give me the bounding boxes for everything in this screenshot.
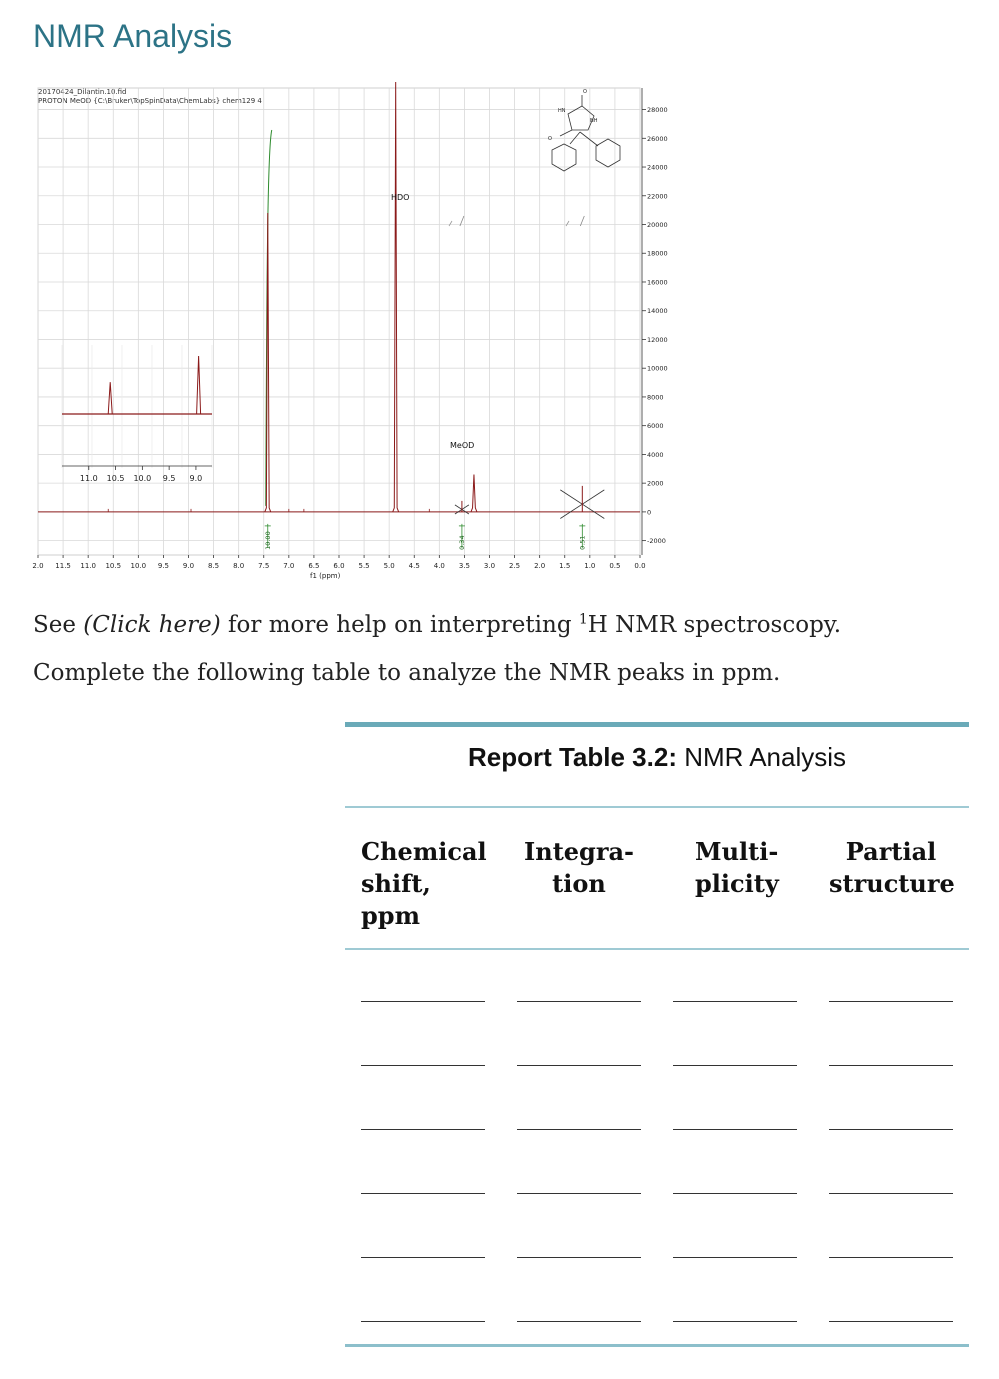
x-tick-label: 9.5 [157, 562, 169, 570]
spectrum-grid [38, 88, 640, 555]
integral-value: 10.00 [263, 531, 272, 550]
nmr-spectrum-figure [0, 0, 999, 600]
carbonyl-bond [560, 130, 572, 136]
answer-blank[interactable] [517, 1257, 641, 1258]
col-header-text: shift, [361, 869, 431, 898]
report-table [345, 720, 969, 1350]
col-header-integration [517, 836, 641, 900]
answer-blank[interactable] [361, 1321, 485, 1322]
inset-tick-label: 9.0 [189, 474, 203, 483]
col-header-text: Multi- [695, 837, 779, 866]
ring-bond [580, 132, 598, 146]
answer-blank[interactable] [361, 1065, 485, 1066]
inset-tick-label: 9.5 [162, 474, 176, 483]
answer-blank[interactable] [517, 1065, 641, 1066]
x-tick-label: 2.0 [534, 562, 546, 570]
x-tick-label: 2.0 [32, 562, 44, 570]
x-tick-label: 1.0 [584, 562, 596, 570]
col-header-text: tion [552, 869, 606, 898]
x-tick-label: 0.0 [634, 562, 646, 570]
inset-peak [108, 382, 112, 414]
answer-blank[interactable] [361, 1001, 485, 1002]
col-header-text: plicity [695, 869, 779, 898]
x-tick-label: 6.5 [308, 562, 320, 570]
y-tick-label: 16000 [647, 278, 668, 287]
answer-blank[interactable] [673, 1001, 797, 1002]
help-link[interactable]: (Click here) [83, 612, 221, 638]
structure-atom-label: NH [590, 118, 598, 124]
y-tick-label: 0 [647, 508, 652, 517]
x-tick-label: 1.5 [559, 562, 571, 570]
inset-tick-label: 10.5 [106, 474, 125, 483]
help-superscript: 1 [578, 611, 588, 628]
y-tick-label: 2000 [647, 479, 664, 488]
spectrum-header-params: PROTON MeOD {C:\Bruker\TopSpinData\ChemLabs} chem129 4 [38, 97, 262, 105]
y-tick-label: 8000 [647, 393, 664, 402]
y-tick-label: 6000 [647, 422, 664, 431]
answer-blank[interactable] [517, 1193, 641, 1194]
table-caption [345, 742, 969, 773]
annotation-mark [566, 221, 569, 226]
col-header-text: Integra- [524, 837, 634, 866]
x-tick-label: 7.5 [258, 562, 270, 570]
answer-blank[interactable] [361, 1129, 485, 1130]
table-header-rule [345, 948, 969, 950]
answer-blank[interactable] [673, 1129, 797, 1130]
x-tick-label: 8.0 [233, 562, 245, 570]
answer-blank[interactable] [673, 1257, 797, 1258]
integral-curves [264, 130, 587, 550]
x-tick-label: 4.0 [433, 562, 445, 570]
answer-blank[interactable] [673, 1193, 797, 1194]
inset-spectrum [62, 345, 212, 483]
answer-blank[interactable] [829, 1257, 953, 1258]
help-prefix: See [33, 612, 84, 638]
help-middle: for more help on interpreting [220, 612, 579, 638]
x-tick-label: 3.5 [458, 562, 470, 570]
x-tick-label: 11.5 [55, 562, 71, 570]
answer-blank[interactable] [517, 1129, 641, 1130]
y-tick-label: 12000 [647, 335, 668, 344]
table-caption-title: NMR Analysis [676, 742, 847, 772]
help-line [33, 612, 841, 638]
x-tick-label: 2.5 [509, 562, 521, 570]
y-tick-label: 14000 [647, 307, 668, 316]
peak-label-hdo: HDO [391, 193, 410, 202]
answer-blank[interactable] [361, 1193, 485, 1194]
x-tick-label: 10.5 [105, 562, 122, 570]
x-tick-label: 0.5 [609, 562, 621, 570]
y-tick-label: 26000 [647, 134, 668, 143]
instruction-line: Complete the following table to analyze the NMR peaks in ppm. [33, 660, 781, 686]
col-header-text: structure [829, 869, 955, 898]
answer-blank[interactable] [829, 1193, 953, 1194]
inset-peak [197, 356, 201, 414]
col-header-text: Chemical [361, 837, 487, 866]
x-tick-label: 11.0 [80, 562, 96, 570]
annotation-mark [449, 221, 452, 226]
x-tick-label: 4.5 [408, 562, 420, 570]
y-tick-label: 28000 [647, 106, 668, 115]
y-tick-label: 18000 [647, 249, 668, 258]
integral-value: 0.34 [457, 535, 466, 550]
table-caption-rule [345, 806, 969, 808]
x-tick-label: 8.5 [208, 562, 220, 570]
answer-blank[interactable] [673, 1065, 797, 1066]
y-tick-label: 4000 [647, 450, 664, 459]
y-tick-label: 22000 [647, 192, 668, 201]
x-tick-label: 7.0 [283, 562, 295, 570]
spectrum-peak [393, 82, 399, 512]
phenyl-ring [596, 139, 620, 167]
x-tick-label: 5.0 [383, 562, 395, 570]
y-tick-label: 24000 [647, 163, 668, 172]
structure-atom-label: O [583, 89, 587, 95]
answer-blank[interactable] [829, 1065, 953, 1066]
x-tick-label: 9.0 [182, 562, 195, 570]
inset-tick-label: 10.0 [133, 474, 152, 483]
col-header-chemical-shift [361, 836, 487, 932]
col-header-multiplicity [695, 836, 779, 900]
answer-blank[interactable] [673, 1321, 797, 1322]
table-bottom-rule [345, 1344, 969, 1347]
y-tick-label: 10000 [647, 364, 668, 373]
answer-blank[interactable] [517, 1321, 641, 1322]
answer-blank[interactable] [829, 1129, 953, 1130]
help-suffix: H NMR spectroscopy. [587, 612, 842, 638]
answer-blank[interactable] [829, 1321, 953, 1322]
x-axis-label: f1 (ppm) [310, 572, 341, 580]
nmr-spectrum-svg [0, 0, 999, 600]
x-tick-label: 10.0 [130, 562, 147, 570]
peak-label-meod: MeOD [450, 441, 475, 450]
spectrum-peak [471, 475, 477, 512]
x-tick-label: 5.5 [358, 562, 370, 570]
col-header-text: ppm [361, 901, 420, 930]
answer-blank[interactable] [829, 1001, 953, 1002]
y-tick-label: -2000 [647, 537, 666, 546]
spectrum-header-file: 20170424_Dilantin.10.fid [38, 88, 127, 96]
table-top-rule [345, 722, 969, 727]
table-caption-number: Report Table 3.2: [467, 742, 677, 772]
col-header-text: Partial [845, 837, 937, 866]
answer-blank[interactable] [517, 1001, 641, 1002]
x-tick-label: 6.0 [333, 562, 345, 570]
inset-tick-label: 11.0 [79, 474, 98, 483]
col-header-partial-structure [829, 836, 953, 900]
integral-value: 0.51 [578, 535, 587, 550]
answer-blank[interactable] [361, 1257, 485, 1258]
x-tick-label: 3.0 [483, 562, 496, 570]
structure-atom-label: HN [558, 108, 566, 114]
page-title: NMR Analysis [33, 18, 233, 54]
y-tick-label: 20000 [647, 221, 668, 230]
structure-atom-label: O [548, 136, 552, 142]
